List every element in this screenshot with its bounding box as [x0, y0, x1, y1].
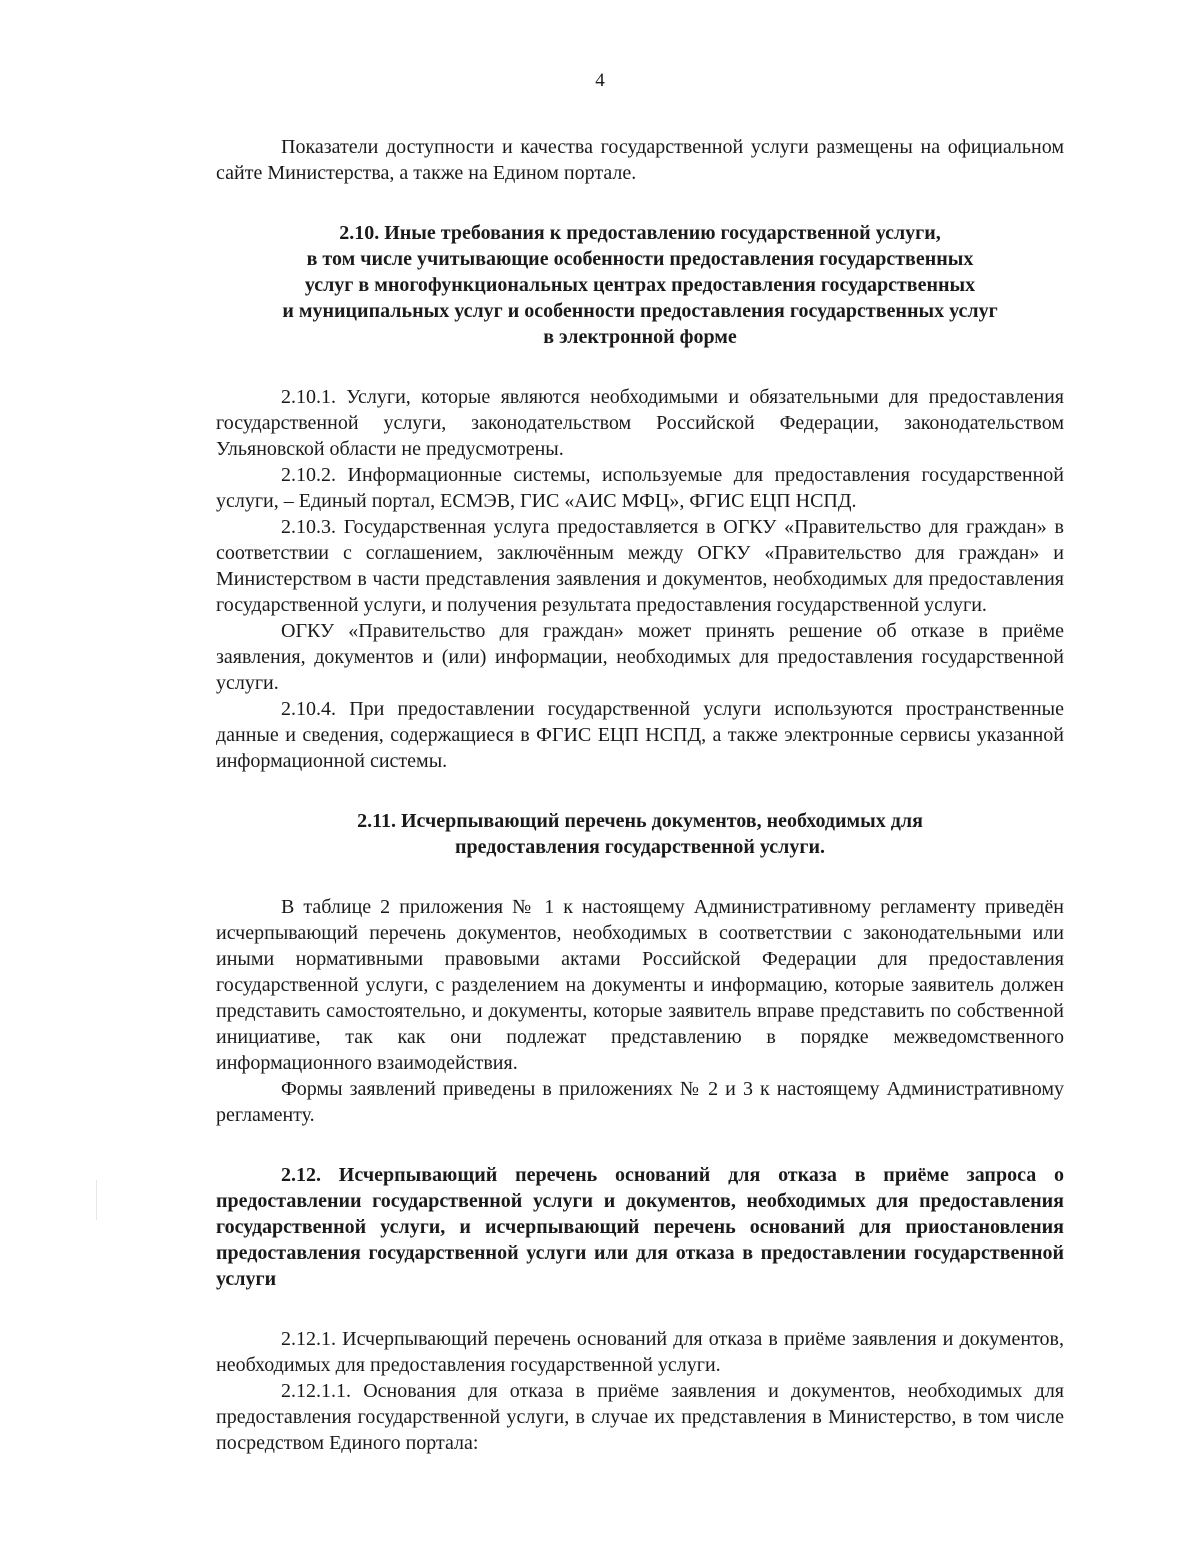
heading-2-10-line1: 2.10. Иные требования к предоставлению государственной услуги, [339, 222, 941, 244]
paragraph-2-10-2: 2.10.2. Информационные системы, используемые для предоставления государственной услуги, – Единый портал, ЕСМЭВ, ГИС «АИС МФЦ», ФГИС ЕЦП НСПД. [216, 464, 1064, 512]
heading-2-10-line3: услуг в многофункциональных центрах предоставления государственных [304, 274, 976, 296]
heading-2-11 [216, 808, 1064, 860]
paragraph-2-10-3: 2.10.3. Государственная услуга предоставляется в ОГКУ «Правительство для граждан» в соответствии с соглашением, заключённым между ОГКУ «Правительство для граждан» и Министерством в части представления заявления и документов, необходимых для предоставления государственной услуги, и получения результата предоставления государственной услуги. [216, 516, 1064, 616]
paragraph-2-12-1: 2.12.1. Исчерпывающий перечень оснований для отказа в приёме заявления и документов, необходимых для предоставления государственной услуги. [216, 1328, 1064, 1376]
scan-artifact [96, 1180, 97, 1220]
heading-2-10-line5: в электронной форме [543, 326, 737, 348]
heading-2-10-line4: и муниципальных услуг и особенности предоставления государственных услуг [282, 300, 998, 322]
paragraph-2-12-1-1: 2.12.1.1. Основания для отказа в приёме заявления и документов, необходимых для предоставления государственной услуги, в случае их представления в Министерство, в том числе посредством Единого портала: [216, 1380, 1064, 1454]
heading-2-11-line1: 2.11. Исчерпывающий перечень документов, необходимых для [357, 810, 923, 832]
paragraph-intro: Показатели доступности и качества государственной услуги размещены на официальном сайте Министерства, а также на Едином портале. [216, 136, 1064, 184]
heading-2-12: 2.12. Исчерпывающий перечень оснований для отказа в приёме запроса о предоставлении государственной услуги и документов, необходимых для предоставления государственной услуги, и исчерпывающий перечень оснований для приостановления предоставления государственной услуги или для отказа в предоставлении государственной услуги [216, 1164, 1064, 1290]
document-body [216, 134, 1064, 1456]
heading-2-10 [216, 220, 1064, 350]
heading-2-11-line2: предоставления государственной услуги. [454, 836, 826, 858]
paragraph-2-10-4: 2.10.4. При предоставлении государственной услуги используются пространственные данные и сведения, содержащиеся в ФГИС ЕЦП НСПД, а также электронные сервисы указанной информационной системы. [216, 698, 1064, 772]
paragraph-table-2: В таблице 2 приложения № 1 к настоящему Административному регламенту приведён исчерпывающий перечень документов, необходимых в соответствии с законодательными или иными нормативными правовыми актами Российской Федерации для предоставления государственной услуги, с разделением на документы и информацию, которые заявитель должен представить самостоятельно, и документы, которые заявитель вправе представить по собственной инициативе, так как они подлежат представлению в порядке межведомственного информационного взаимодействия. [216, 896, 1064, 1074]
paragraph-ogku: ОГКУ «Правительство для граждан» может принять решение об отказе в приёме заявления, документов и (или) информации, необходимых для предоставления государственной услуги. [216, 620, 1064, 694]
paragraph-forms: Формы заявлений приведены в приложениях № 2 и 3 к настоящему Административному регламенту. [216, 1078, 1064, 1126]
heading-2-10-line2: в том числе учитывающие особенности предоставления государственных [306, 248, 974, 270]
page-number: 4 [595, 70, 605, 91]
paragraph-2-10-1: 2.10.1. Услуги, которые являются необходимыми и обязательными для предоставления государственной услуги, законодательством Российской Федерации, законодательством Ульяновской области не предусмотрены. [216, 386, 1064, 460]
